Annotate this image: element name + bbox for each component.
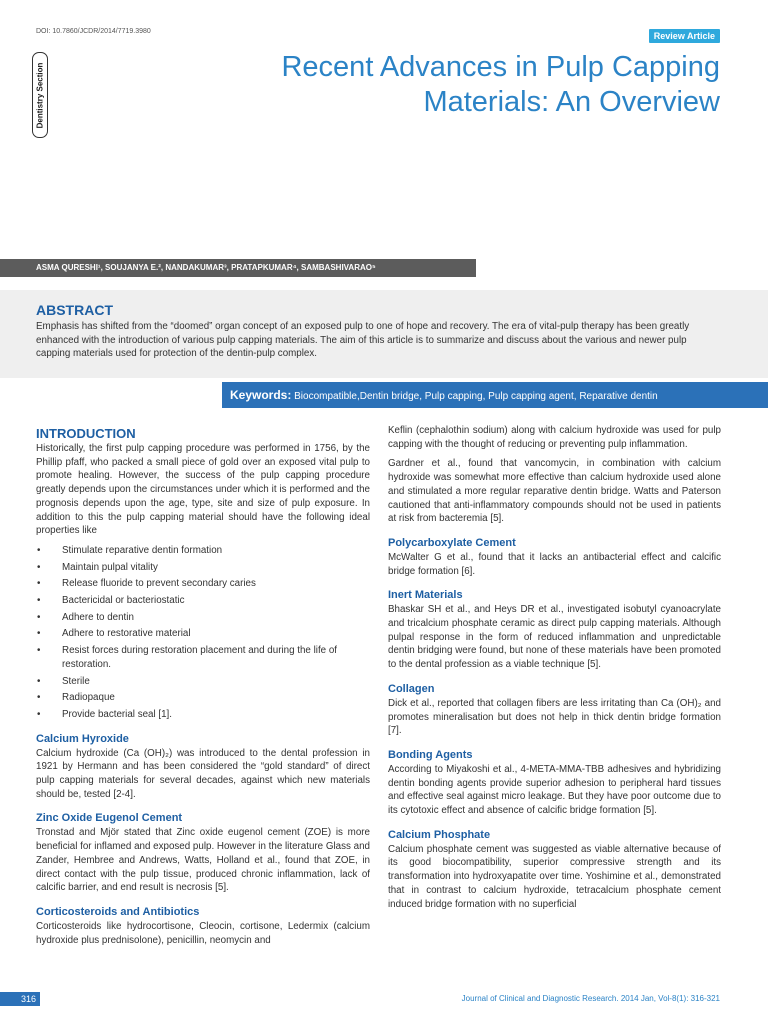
polycarboxylate-text: McWalter G et al., found that it lacks an antibacterial effect and calcific bridge formation [6]. bbox=[388, 551, 721, 577]
keywords-bar bbox=[222, 382, 768, 408]
journal-citation: Journal of Clinical and Diagnostic Research. 2014 Jan, Vol-8(1): 316-321 bbox=[461, 994, 720, 1003]
bullet-icon: • bbox=[37, 708, 41, 720]
corticosteroids-text: Corticosteroids like hydrocortisone, Cleocin, cortisone, Ledermix (calcium hydroxide plus prednisolone), penicillin, neomycin and bbox=[36, 920, 370, 946]
list-item: • Release fluoride to prevent secondary caries bbox=[37, 578, 256, 590]
bullet-icon: • bbox=[37, 692, 41, 704]
inert-materials-heading: Inert Materials bbox=[388, 589, 463, 602]
calcium-hydroxide-heading: Calcium Hyroxide bbox=[36, 732, 129, 745]
bullet-icon: • bbox=[37, 675, 41, 687]
list-item: • Stimulate reparative dentin formation bbox=[37, 544, 223, 556]
bullet-icon: • bbox=[37, 578, 41, 590]
author-bar: ASMA QURESHI¹, SOUJANYA E.², NANDAKUMAR³, PRATAPKUMAR⁴, SAMBASHIVARAO⁵ bbox=[0, 259, 476, 277]
bullet-icon: • bbox=[37, 561, 41, 573]
section-label: Dentistry Section bbox=[35, 62, 45, 128]
zoe-text: Tronstad and Mjör stated that Zinc oxide eugenol cement (ZOE) is more beneficial for inflamed and exposed pulp. However in the literature Glass and Zander, Hembree and Andrews, Watts, Holland et al., found that ZOE, in direct contact with the pulp tissue, produced chronic inflammation, lack of calcific barrier, and end result is necrosis [5]. bbox=[36, 827, 370, 894]
bullet-icon: • bbox=[37, 628, 41, 640]
list-item: • Bactericidal or bacteriostatic bbox=[37, 595, 185, 607]
keywords-text: Biocompatible,Dentin bridge, Pulp capping, Pulp capping agent, Reparative dentin bbox=[294, 391, 658, 402]
left-column bbox=[36, 424, 370, 953]
keflin-text: Keflin (cephalothin sodium) along with calcium hydroxide was used for pulp capping with the thought of reducing or preventing pulp inflammation. bbox=[388, 425, 721, 450]
corticosteroids-heading: Corticosteroids and Antibiotics bbox=[36, 905, 200, 918]
zoe-heading: Zinc Oxide Eugenol Cement bbox=[36, 812, 183, 825]
right-column bbox=[388, 424, 721, 917]
doi-text: DOI: 10.7860/JCDR/2014/7719.3980 bbox=[36, 28, 151, 35]
abstract-text: Emphasis has shifted from the “doomed” organ concept of an exposed pulp to one of hope and recovery. The era of vital-pulp therapy has been greatly enhanced with the introduction of various pulp capping materials. The aim of this article is to summarize and discuss about the various and newer pulp capping materials used for protection of the dentin-pulp complex. bbox=[36, 321, 690, 359]
list-item: • Adhere to dentin bbox=[37, 611, 134, 623]
list-item: • Provide bacterial seal [1]. bbox=[37, 708, 172, 720]
properties-list bbox=[36, 544, 370, 722]
bullet-icon: • bbox=[37, 645, 41, 657]
section-tab bbox=[32, 52, 48, 138]
keywords-label: Keywords: bbox=[230, 388, 292, 402]
collagen-heading: Collagen bbox=[388, 682, 435, 695]
bullet-icon: • bbox=[37, 544, 41, 556]
article-type-badge: Review Article bbox=[649, 29, 720, 43]
calcium-phosphate-text: Calcium phosphate cement was suggested as viable alternative because of its good biocompatibility, superior compressive strength and its transformation into hydroxyapatite over time. Yoshimine et al., demonstrated that in contrast to calcium hydroxide, tetracalcium phosphate cement induced bridge formation with no superficial bbox=[388, 843, 721, 910]
page-number: 316 bbox=[0, 992, 40, 1006]
calcium-hydroxide-text: Calcium hydroxide (Ca (OH)₂) was introduced to the dental profession in 1921 by Hermann and has been considered the “gold standard” of direct pulp capping materials for several decades, against which new materials should be, tested [2-4]. bbox=[36, 747, 370, 800]
bonding-agents-heading: Bonding Agents bbox=[388, 748, 473, 761]
inert-materials-text: Bhaskar SH et al., and Heys DR et al., investigated isobutyl cyanoacrylate and tricalcium phosphate ceramic as direct pulp capping materials. Although pulpal response in the form of reduced inflammation and unpredictable dentin bridging were found, but none of these materials have been promoted to the dental profession as a viable technique [5]. bbox=[388, 604, 721, 671]
abstract-heading: ABSTRACT bbox=[36, 302, 113, 318]
list-item: • Maintain pulpal vitality bbox=[37, 561, 158, 573]
bullet-icon: • bbox=[37, 611, 41, 623]
introduction-heading: INTRODUCTION bbox=[36, 426, 136, 441]
bullet-icon: • bbox=[37, 595, 41, 607]
calcium-phosphate-heading: Calcium Phosphate bbox=[388, 828, 491, 841]
article-title: Recent Advances in Pulp Capping Materials: An Overview bbox=[281, 51, 720, 118]
list-item: • Resist forces during restoration placement and during the life of restoration. bbox=[37, 645, 338, 670]
list-item: • Radiopaque bbox=[37, 692, 115, 704]
list-item: • Sterile bbox=[37, 675, 90, 687]
gardner-text: Gardner et al., found that vancomycin, in combination with calcium hydroxide was somewhat more effective than calcium hydroxide used alone and stimulated a more regular reparative dentin bridge. Watts and Paterson cautioned that anti-inflammatory compounds should not be used in patients at risk from bacteremia [5]. bbox=[388, 458, 721, 525]
introduction-text: Historically, the first pulp capping procedure was performed in 1756, by the Phillip pfaff, who packed a small piece of gold over an exposed vital pulp to promote healing. However, the success of the pulp capping procedure greatly depends upon the circumstances under which it is performed and the prognosis depends upon the age, type, site and size of pulp exposure. In addition to this the pulp capping material should have the following ideal properties like bbox=[36, 443, 370, 537]
list-item: • Adhere to restorative material bbox=[37, 628, 191, 640]
polycarboxylate-heading: Polycarboxylate Cement bbox=[388, 536, 516, 549]
bonding-agents-text: According to Miyakoshi et al., 4-META-MMA-TBB adhesives and hybridizing dentin bonding agents provide superior adhesion to peripheral hard tissues and effective seal against micro leakage. But they have poor outcome due to its cytotoxic effect and absence of calcific bridge formation [5]. bbox=[388, 763, 721, 817]
collagen-text: Dick et al., reported that collagen fibers are less irritating than Ca (OH)₂ and promotes mineralisation but does not help in thick dentin bridge formation [7]. bbox=[388, 697, 721, 737]
